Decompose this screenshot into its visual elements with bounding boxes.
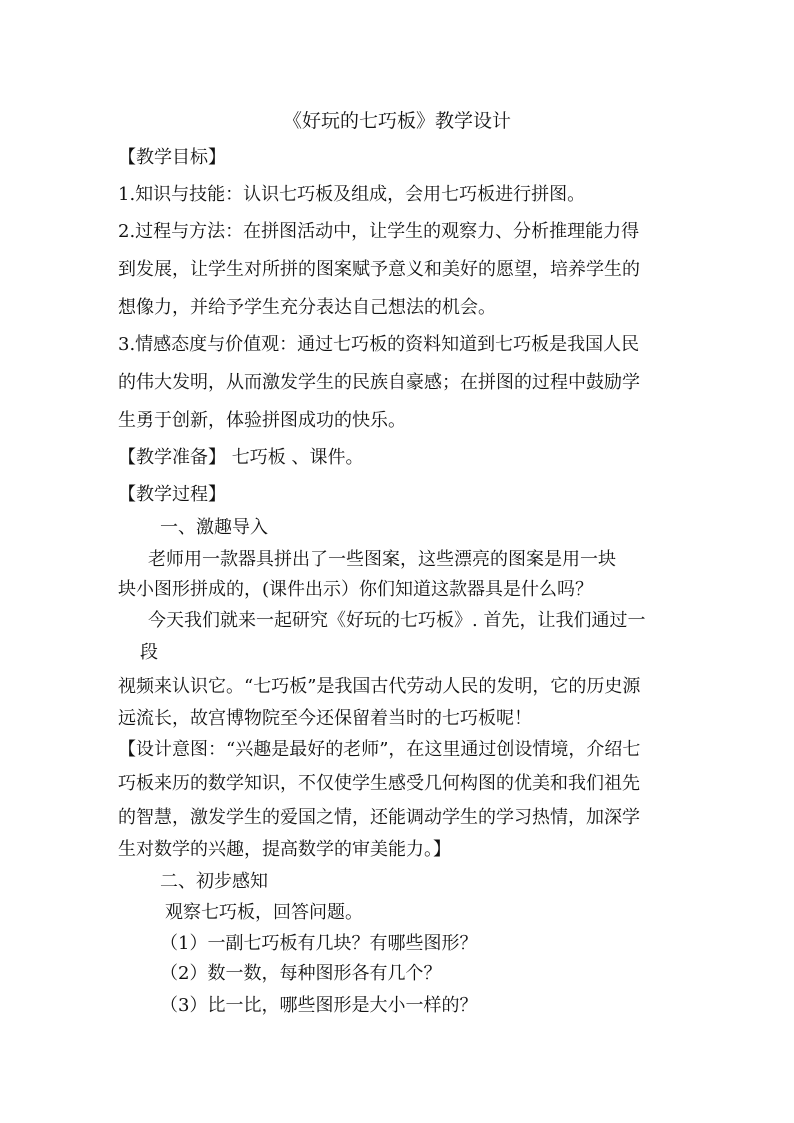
design-intent-line-4: 生对数学的兴趣，提高数学的审美能力。】: [118, 839, 451, 860]
objective-2-line-2: 到发展，让学生对所拼的图案赋予意义和美好的愿望，培养学生的: [118, 259, 640, 280]
question-2: （2）数一数，每种图形各有几个？: [160, 963, 442, 984]
design-intent-line-1: 【设计意图：“兴趣是最好的老师”，在这里通过创设情境，介绍七: [118, 739, 641, 760]
process-heading: 【教学过程】: [118, 484, 226, 505]
part-1-paragraph-2-line-1: 今天我们就来一起研究《好玩的七巧板》. 首先，让我们通过一: [148, 610, 646, 631]
part-2-heading: 二、初步感知: [160, 871, 268, 892]
design-intent-line-2: 巧板来历的数学知识，不仅使学生感受几何构图的优美和我们祖先: [118, 773, 640, 794]
objective-3-line-1: 3.情感态度与价值观：通过七巧板的资料知道到七巧板是我国人民: [118, 334, 640, 355]
objective-3-line-2: 的伟大发明，从而激发学生的民族自豪感；在拼图的过程中鼓励学: [118, 372, 640, 393]
objective-2-line-3: 想像力，并给予学生充分表达自己想法的机会。: [118, 297, 496, 318]
document-title: 《好玩的七巧板》教学设计: [282, 110, 511, 132]
objective-2-line-1: 2.过程与方法：在拼图活动中，让学生的观察力、分析推理能力得: [118, 221, 640, 242]
part-1-paragraph-2-line-3: 视频来认识它。“七巧板”是我国古代劳动人民的发明，它的历史源: [118, 676, 641, 697]
question-3: （3）比一比，哪些图形是大小一样的？: [160, 995, 478, 1016]
question-1: （1）一副七巧板有几块？有哪些图形？: [160, 933, 478, 954]
objective-1: 1.知识与技能：认识七巧板及组成，会用七巧板进行拼图。: [118, 184, 586, 205]
part-1-paragraph-1-line-2: 块小图形拼成的，(课件出示）你们知道这款器具是什么吗？: [118, 579, 594, 600]
objective-3-line-3: 生勇于创新，体验拼图成功的快乐。: [118, 410, 406, 431]
part-1-paragraph-2-line-4: 远流长，故宫博物院至今还保留着当时的七巧板呢！: [118, 708, 532, 729]
part-1-paragraph-2-line-2: 段: [140, 642, 158, 663]
part-1-heading: 一、激趣导入: [160, 517, 268, 538]
part-1-paragraph-1-line-1: 老师用一款器具拼出了一些图案，这些漂亮的图案是用一块: [148, 549, 616, 570]
part-2-intro: 观察七巧板，回答问题。: [165, 902, 363, 923]
preparation-line: 【教学准备】 七巧板 、课件。: [118, 447, 364, 468]
objectives-heading: 【教学目标】: [118, 147, 226, 168]
design-intent-line-3: 的智慧，激发学生的爱国之情，还能调动学生的学习热情，加深学: [118, 807, 640, 828]
